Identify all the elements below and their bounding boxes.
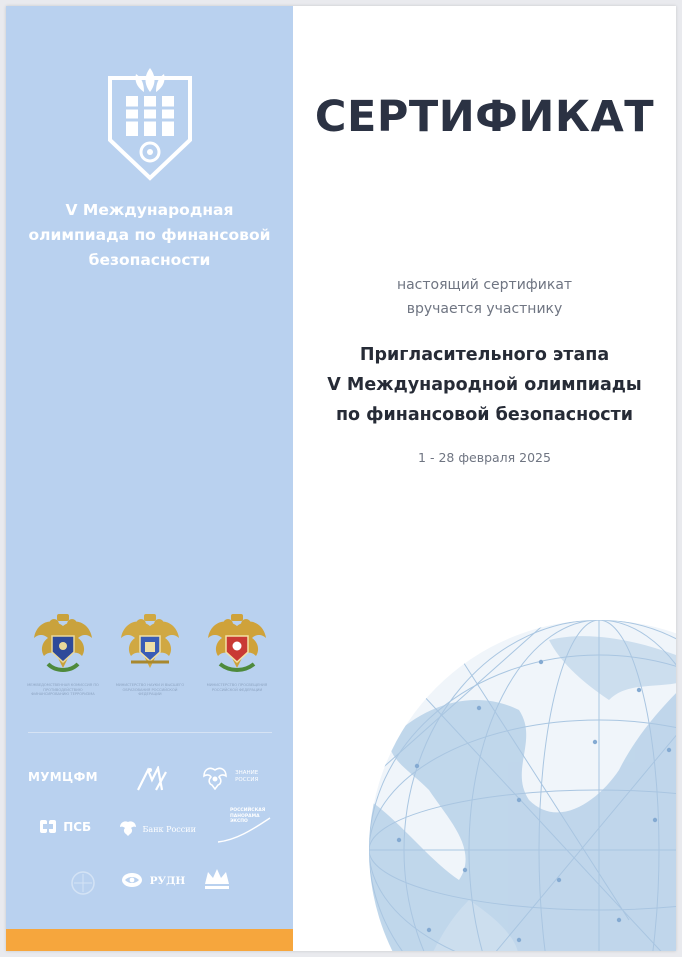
- coat-of-arms-item: [202, 612, 272, 692]
- psb-mark-icon: [40, 820, 56, 833]
- coat-of-arms-red-shield-icon: [204, 612, 270, 678]
- rudn-mark-icon: [121, 872, 143, 888]
- partner-logo-faint-circle-icon: [66, 868, 100, 898]
- partner-name: Банк России: [142, 825, 196, 834]
- coat-of-arms-item: [115, 612, 185, 697]
- partner-logo-ranepa-expo: [216, 808, 276, 844]
- partner-logo-crown-icon: [202, 866, 232, 892]
- partner-logo-rudn: [121, 872, 185, 888]
- partner-logo-bank-russia: [119, 819, 196, 837]
- intro-line: вручается участнику: [406, 301, 563, 317]
- accent-bar: [6, 929, 293, 951]
- coat-of-arms-blue-shield-icon: [30, 612, 96, 678]
- certificate-sheet: [6, 6, 676, 951]
- partner-logo-monogram-icon: [136, 766, 172, 792]
- partner-name-line: ЗНАНИЕ: [235, 770, 259, 776]
- olympiad-title: [16, 198, 283, 273]
- partner-logo-psb: [40, 820, 91, 834]
- right-panel: [293, 6, 676, 951]
- partner-name: ПСБ: [63, 820, 92, 834]
- coat-of-arms-ministry-icon: [117, 612, 183, 678]
- partner-name: РУДН: [149, 875, 186, 887]
- partner-logo-znanie: [203, 764, 258, 790]
- stage-title-line: V Международной олимпиады: [327, 375, 642, 395]
- certificate-heading: СЕРТИФИКАТ: [314, 92, 655, 142]
- partner-name-line: ПАНОРАМА: [230, 813, 260, 819]
- event-dates: 1 - 28 февраля 2025: [418, 450, 551, 465]
- coats-of-arms-row: [28, 612, 278, 712]
- panel-divider: [28, 732, 272, 733]
- stage-title-line: Пригласительного этапа: [359, 345, 610, 365]
- olympiad-title-line: V Международная: [65, 201, 234, 219]
- coat-of-arms-caption: МИНИСТЕРСТВО НАУКИ И ВЫСШЕГО ОБРАЗОВАНИЯ РОССИЙСКОЙ ФЕДЕРАЦИИ: [115, 683, 185, 697]
- coat-of-arms-caption: МЕЖВЕДОМСТВЕННАЯ КОМИССИЯ ПО ПРОТИВОДЕЙСТВИЮ ФИНАНСИРОВАНИЮ ТЕРРОРИЗМА: [27, 683, 99, 697]
- stage-title: [293, 340, 676, 430]
- double-headed-eagle-icon: [203, 764, 227, 790]
- intro-line: настоящий сертификат: [396, 277, 573, 293]
- left-panel: [6, 6, 293, 951]
- globe-wireframe-icon: [369, 620, 676, 951]
- partner-logo-mumcfm: [28, 770, 98, 784]
- partner-name: МУМЦФМ: [28, 770, 98, 784]
- stage-title-line: по финансовой безопасности: [335, 405, 634, 425]
- olympiad-title-line: олимпиада по финансовой: [28, 226, 271, 244]
- certificate-intro: [293, 273, 676, 321]
- partner-name-line: РОССИЙСКАЯ: [230, 808, 266, 813]
- olympiad-title-line: безопасности: [88, 251, 211, 269]
- coat-of-arms-item: [28, 612, 98, 697]
- partner-name-line: РОССИЯ: [235, 777, 259, 783]
- coat-of-arms-caption: МИНИСТЕРСТВО ПРОСВЕЩЕНИЯ РОССИЙСКОЙ ФЕДЕРАЦИИ: [206, 683, 268, 692]
- bank-russia-eagle-icon: [119, 819, 137, 837]
- partner-name-line: ЭКСПО: [230, 819, 248, 824]
- olympiad-shield-emblem-icon: [104, 64, 196, 182]
